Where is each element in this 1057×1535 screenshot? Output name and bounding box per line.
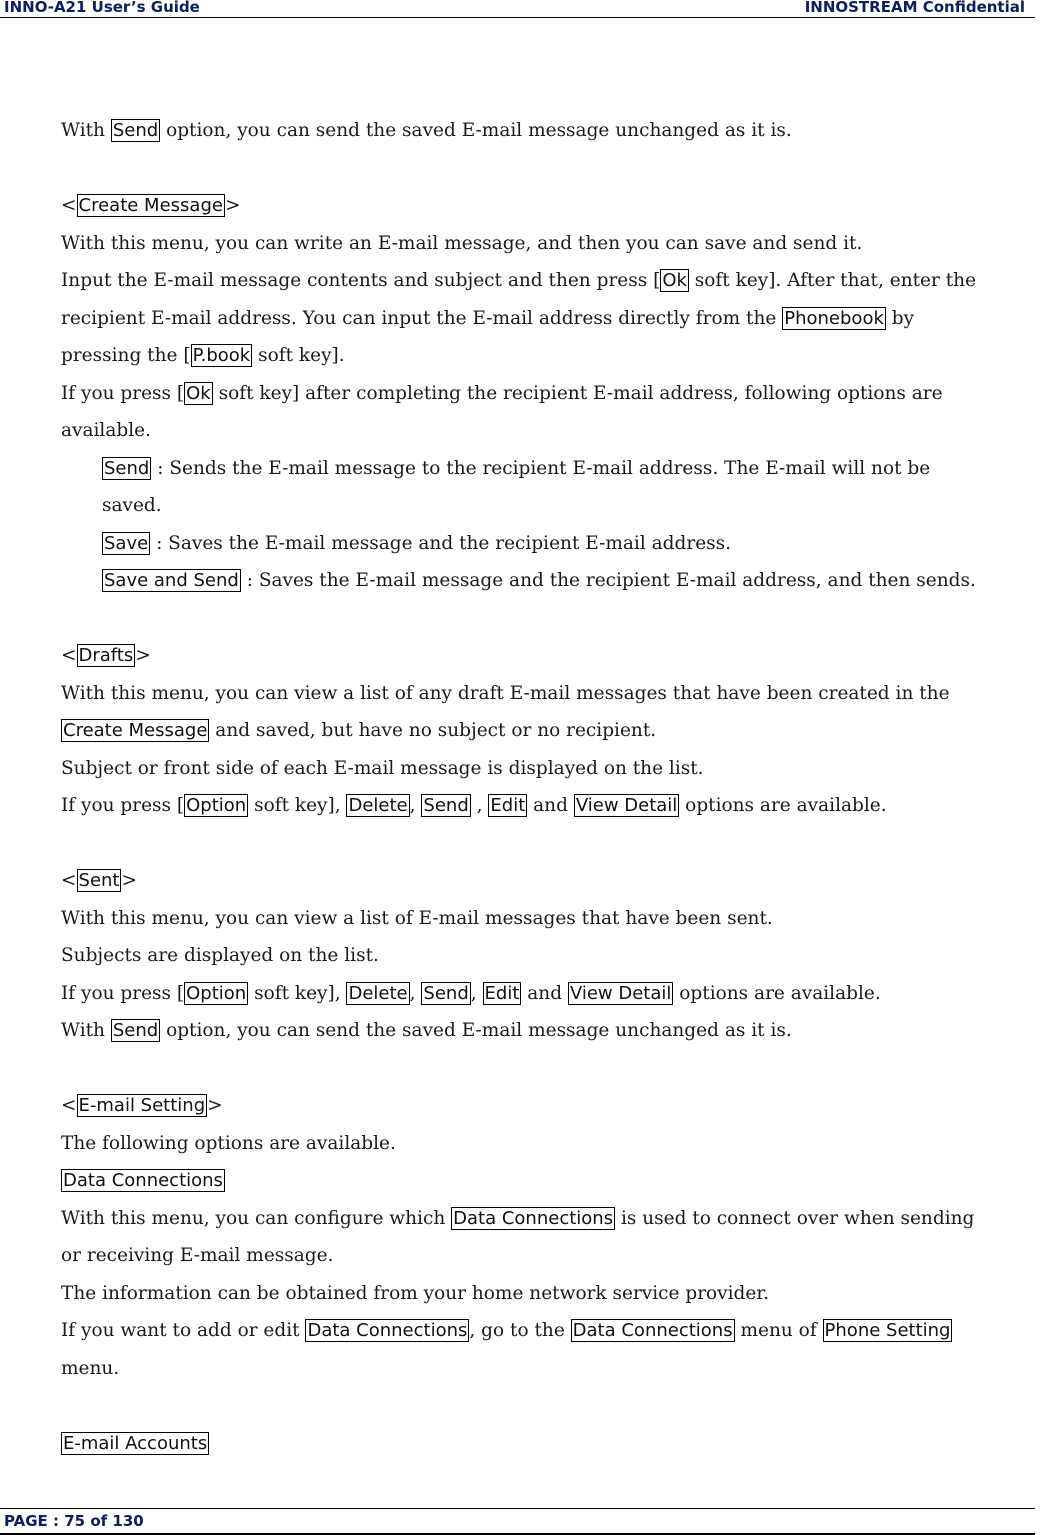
text-run: : Saves the E-mail message and the recipient E-mail address. bbox=[150, 532, 732, 554]
text-line bbox=[61, 1200, 1051, 1238]
text-line bbox=[61, 337, 1051, 375]
text-line bbox=[61, 525, 1051, 563]
text-run: soft key] after completing the recipient E-mail address, following options are bbox=[212, 382, 943, 404]
text-run: > bbox=[121, 870, 137, 891]
text-line bbox=[61, 675, 1051, 713]
text-line bbox=[61, 787, 1051, 825]
menu-term: Drafts bbox=[78, 645, 134, 666]
text-run: < bbox=[61, 1095, 77, 1116]
text-run: and bbox=[527, 795, 574, 816]
menu-term: Ok bbox=[186, 382, 211, 404]
text-run: saved. bbox=[102, 495, 162, 516]
page-header bbox=[0, 0, 1035, 18]
text-line bbox=[61, 1275, 1051, 1313]
text-line bbox=[61, 862, 1051, 900]
menu-term: Save and Send bbox=[104, 570, 239, 591]
text-line bbox=[61, 187, 1051, 225]
text-run: soft key]. After that, enter the bbox=[688, 270, 977, 291]
text-run: With bbox=[61, 1020, 111, 1041]
menu-term: Send bbox=[112, 1020, 159, 1041]
text-line bbox=[61, 1350, 1051, 1388]
text-line bbox=[61, 562, 1051, 600]
menu-term: E-mail Setting bbox=[78, 1095, 206, 1116]
menu-term: Save bbox=[104, 532, 149, 554]
text-run: or receiving E-mail message. bbox=[61, 1245, 334, 1266]
text-run: soft key], bbox=[248, 795, 347, 816]
document-body bbox=[61, 112, 1051, 1462]
menu-term: Send bbox=[104, 457, 150, 479]
text-run: , bbox=[409, 795, 422, 816]
text-line bbox=[61, 450, 1051, 488]
text-run: < bbox=[61, 195, 77, 216]
menu-term: Data Connections bbox=[572, 1320, 733, 1341]
text-run: and bbox=[521, 982, 568, 1004]
menu-term: View Detail bbox=[569, 982, 672, 1004]
text-line bbox=[61, 487, 1051, 525]
text-line bbox=[61, 1125, 1051, 1163]
header-confidential: INNOSTREAM Confidential bbox=[804, 0, 1025, 16]
text-run: If you press [ bbox=[61, 982, 185, 1004]
menu-term: Sent bbox=[78, 870, 120, 891]
text-line bbox=[61, 712, 1051, 750]
text-run: With this menu, you can write an E-mail message, and then you can save and send it. bbox=[61, 232, 863, 254]
menu-term: Send bbox=[423, 795, 469, 816]
menu-term: Option bbox=[186, 982, 247, 1004]
menu-term: Send bbox=[112, 120, 159, 141]
text-run: If you press [ bbox=[61, 795, 185, 816]
text-line bbox=[61, 750, 1051, 788]
menu-term: P.book bbox=[192, 345, 251, 366]
text-line bbox=[61, 1237, 1051, 1275]
text-run: , bbox=[470, 982, 483, 1004]
menu-term: Data Connections bbox=[63, 1170, 223, 1191]
text-run: If you press [ bbox=[61, 382, 185, 404]
text-line bbox=[61, 1425, 1051, 1463]
text-run: With bbox=[61, 120, 111, 141]
text-line bbox=[61, 1312, 1051, 1350]
text-run: pressing the [ bbox=[61, 345, 191, 366]
text-line bbox=[61, 1162, 1051, 1200]
menu-term: Create Message bbox=[63, 720, 208, 741]
text-run: Input the E-mail message contents and subject and then press [ bbox=[61, 270, 661, 291]
text-run: , bbox=[409, 982, 422, 1004]
text-line bbox=[61, 1012, 1051, 1050]
text-line bbox=[61, 937, 1051, 975]
text-run: soft key]. bbox=[252, 345, 345, 366]
text-run: Subject or front side of each E-mail message is displayed on the list. bbox=[61, 757, 704, 779]
text-run: options are available. bbox=[679, 795, 887, 816]
text-line bbox=[61, 225, 1051, 263]
blank-line bbox=[61, 825, 1051, 863]
menu-term: Phone Setting bbox=[824, 1320, 951, 1341]
text-run: With this menu, you can configure which bbox=[61, 1207, 452, 1229]
text-line bbox=[61, 1087, 1051, 1125]
menu-term: Option bbox=[186, 795, 247, 816]
text-line bbox=[61, 975, 1051, 1013]
text-run: is used to connect over when sending bbox=[615, 1207, 975, 1229]
page-footer bbox=[0, 1508, 1035, 1535]
menu-term: Edit bbox=[490, 795, 526, 816]
menu-term: Delete bbox=[348, 795, 408, 816]
text-run: available. bbox=[61, 420, 151, 441]
text-line bbox=[61, 637, 1051, 675]
text-run: options are available. bbox=[673, 982, 881, 1004]
text-run: , go to the bbox=[469, 1320, 571, 1341]
text-run: The following options are available. bbox=[61, 1132, 396, 1154]
text-line bbox=[61, 300, 1051, 338]
text-line bbox=[61, 112, 1051, 150]
menu-term: Data Connections bbox=[307, 1320, 468, 1341]
text-run: recipient E-mail address. You can input the E-mail address directly from the bbox=[61, 307, 783, 329]
menu-term: Ok bbox=[662, 270, 687, 291]
text-run: option, you can send the saved E-mail message unchanged as it is. bbox=[160, 1020, 792, 1041]
text-run: < bbox=[61, 870, 77, 891]
text-run: menu. bbox=[61, 1357, 120, 1379]
text-line bbox=[61, 412, 1051, 450]
menu-term: E-mail Accounts bbox=[63, 1432, 208, 1454]
text-run: > bbox=[224, 195, 241, 216]
text-run: With this menu, you can view a list of E-mail messages that have been sent. bbox=[61, 907, 773, 929]
menu-term: Send bbox=[423, 982, 469, 1004]
text-run: by bbox=[885, 307, 915, 329]
header-title: INNO-A21 User’s Guide bbox=[4, 0, 200, 16]
blank-line bbox=[61, 1050, 1051, 1088]
blank-line bbox=[61, 600, 1051, 638]
menu-term: Data Connections bbox=[453, 1207, 614, 1229]
text-run: Subjects are displayed on the list. bbox=[61, 945, 379, 966]
blank-line bbox=[61, 150, 1051, 188]
menu-term: Delete bbox=[348, 982, 408, 1004]
text-run: > bbox=[135, 645, 151, 666]
page-number: PAGE : 75 of 130 bbox=[4, 1512, 144, 1530]
text-run: , bbox=[470, 795, 489, 816]
text-line bbox=[61, 900, 1051, 938]
menu-term: Phonebook bbox=[784, 307, 884, 329]
text-line bbox=[61, 375, 1051, 413]
text-run: soft key], bbox=[248, 982, 347, 1004]
text-run: : Sends the E-mail message to the recipient E-mail address. The E-mail will not be bbox=[151, 457, 931, 479]
text-run: < bbox=[61, 645, 77, 666]
text-run: : Saves the E-mail message and the recipient E-mail address, and then sends. bbox=[240, 570, 976, 591]
text-run: The information can be obtained from your home network service provider. bbox=[61, 1282, 770, 1304]
text-run: With this menu, you can view a list of any draft E-mail messages that have been created in the bbox=[61, 682, 950, 704]
text-run: > bbox=[207, 1095, 223, 1116]
text-run: and saved, but have no subject or no recipient. bbox=[209, 720, 657, 741]
blank-line bbox=[61, 1387, 1051, 1425]
menu-term: Create Message bbox=[78, 195, 223, 216]
menu-term: View Detail bbox=[575, 795, 678, 816]
text-run: menu of bbox=[734, 1320, 823, 1341]
text-run: option, you can send the saved E-mail message unchanged as it is. bbox=[160, 120, 792, 141]
text-line bbox=[61, 262, 1051, 300]
menu-term: Edit bbox=[484, 982, 520, 1004]
text-run: If you want to add or edit bbox=[61, 1320, 306, 1341]
